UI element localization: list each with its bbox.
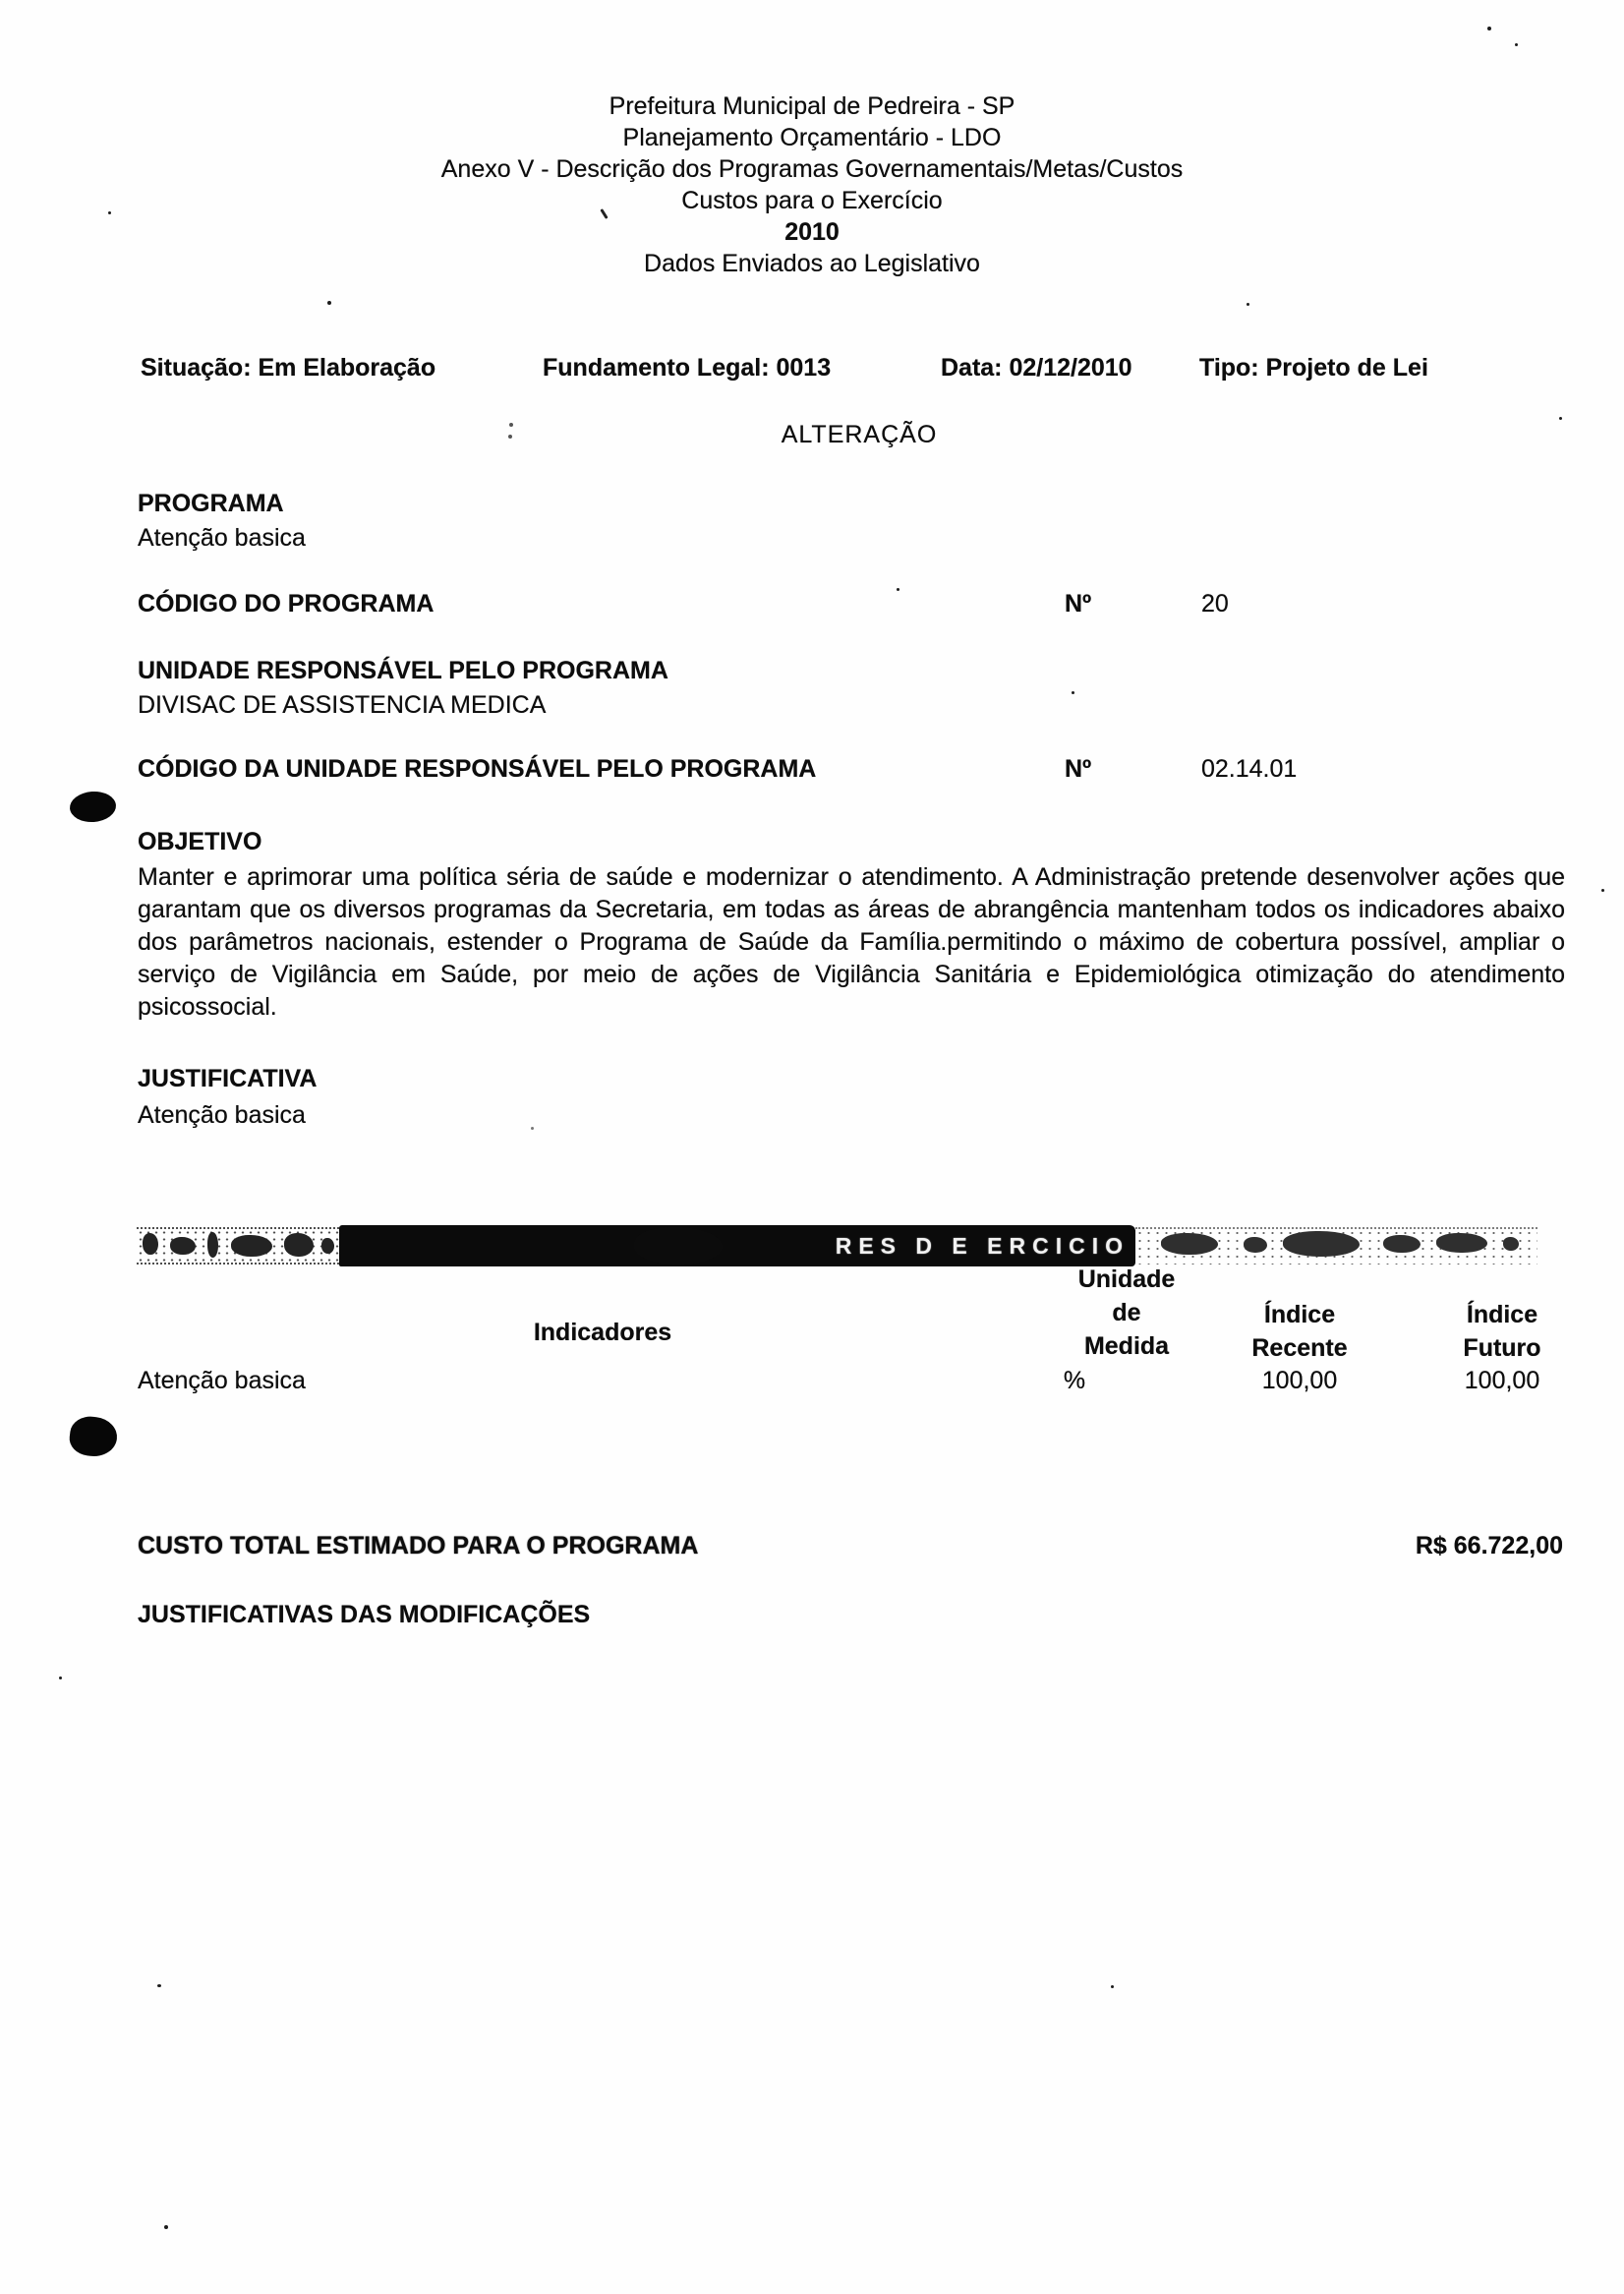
row-unidade-medida: % bbox=[1063, 1367, 1086, 1394]
header-org: Prefeitura Municipal de Pedreira - SP bbox=[609, 92, 1015, 120]
table-col-indice-recente: Índice Recente bbox=[1251, 1301, 1348, 1362]
objetivo-label: OBJETIVO bbox=[138, 828, 262, 855]
unidade-label: UNIDADE RESPONSÁVEL PELO PROGRAMA bbox=[138, 657, 668, 684]
programa-value: Atenção basica bbox=[138, 524, 306, 552]
scan-speck bbox=[1111, 1985, 1114, 1988]
ink-blob bbox=[284, 1233, 314, 1257]
scan-speck bbox=[531, 1127, 534, 1130]
header-subtitle: Planejamento Orçamentário - LDO bbox=[622, 124, 1002, 151]
ink-blob bbox=[1436, 1233, 1487, 1253]
row-indice-futuro: 100,00 bbox=[1464, 1367, 1540, 1394]
scan-speck bbox=[157, 1984, 161, 1987]
scan-speck bbox=[509, 423, 513, 427]
table-col-unidade-de-medida: Unidade de Medida bbox=[1077, 1265, 1176, 1360]
document-header bbox=[0, 90, 1624, 279]
scan-speck bbox=[1072, 691, 1074, 694]
banner-legible-fragment: RES D E ERCICIO bbox=[835, 1232, 1130, 1259]
scan-speck bbox=[1515, 43, 1518, 46]
header-sent-to-legislative: Dados Enviados ao Legislativo bbox=[644, 250, 980, 277]
ink-blob bbox=[1283, 1231, 1360, 1257]
status-tipo: Tipo: Projeto de Lei bbox=[1199, 354, 1428, 382]
ink-blob bbox=[207, 1232, 218, 1258]
ink-blob bbox=[1383, 1235, 1421, 1253]
header-section: Custos para o Exercício bbox=[681, 187, 943, 214]
status-situacao: Situação: Em Elaboração bbox=[141, 354, 436, 382]
ink-blob bbox=[1161, 1233, 1218, 1255]
justificativa-value: Atenção basica bbox=[138, 1101, 306, 1129]
header-annex: Anexo V - Descrição dos Programas Governamentais/Metas/Custos bbox=[440, 155, 1184, 183]
codigo-programa-label: CÓDIGO DO PROGRAMA bbox=[138, 590, 435, 618]
codigo-unidade-value: 02.14.01 bbox=[1201, 755, 1298, 783]
objetivo-text: Manter e aprimorar uma política séria de saúde e modernizar o atendimento. A Administração pretende desenvolver ações que garantam que os diversos programas da Secretaria, em todas as áreas de abrangência mantenham todos os indicadores abaixo dos parâmetros nacionais, estender o Programa de Saúde da Família.permitindo o máximo de cobertura possível, ampliar o serviço de Vigilância em Saúde, por meio de ações de Vigilância Sanitária e Epidemiológica otimização do atendimento psicossocial. bbox=[138, 863, 1565, 1021]
custo-total-label: CUSTO TOTAL ESTIMADO PARA O PROGRAMA bbox=[138, 1532, 699, 1559]
ink-blob bbox=[1503, 1237, 1519, 1251]
justificativa-label: JUSTIFICATIVA bbox=[138, 1065, 318, 1092]
banner-noise-right bbox=[1135, 1227, 1537, 1265]
status-fundamento-legal: Fundamento Legal: 0013 bbox=[543, 354, 832, 382]
ink-blob bbox=[143, 1233, 158, 1255]
ink-blob bbox=[231, 1235, 272, 1257]
degraded-table-banner bbox=[137, 1225, 1537, 1266]
codigo-programa-num-label: Nº bbox=[1065, 590, 1092, 618]
alteracao-title: ALTERAÇÃO bbox=[781, 421, 938, 448]
hole-punch-mark-top bbox=[69, 790, 117, 823]
justificativas-modificacoes-label: JUSTIFICATIVAS DAS MODIFICAÇÕES bbox=[138, 1601, 591, 1628]
row-indice-recente: 100,00 bbox=[1261, 1367, 1338, 1394]
scan-speck bbox=[897, 588, 899, 591]
scan-speck bbox=[327, 301, 331, 305]
scan-speck bbox=[508, 435, 512, 439]
ink-blob bbox=[321, 1238, 334, 1254]
codigo-programa-value: 20 bbox=[1201, 590, 1229, 618]
hole-punch-mark-bottom bbox=[68, 1414, 120, 1459]
status-data: Data: 02/12/2010 bbox=[941, 354, 1132, 382]
ink-blob bbox=[170, 1237, 196, 1255]
banner-noise-left bbox=[137, 1227, 339, 1265]
codigo-unidade-label: CÓDIGO DA UNIDADE RESPONSÁVEL PELO PROGRAMA bbox=[138, 755, 817, 783]
table-col-indice-futuro: Índice Futuro bbox=[1463, 1301, 1541, 1362]
ink-blob bbox=[634, 1227, 723, 1265]
scan-speck bbox=[1487, 27, 1491, 30]
programa-label: PROGRAMA bbox=[138, 490, 284, 517]
scan-speck bbox=[59, 1676, 62, 1679]
table-col-indicadores: Indicadores bbox=[533, 1319, 672, 1346]
scan-speck bbox=[108, 211, 111, 214]
unidade-value: DIVISAC DE ASSISTENCIA MEDICA bbox=[138, 691, 547, 719]
ink-blob bbox=[1244, 1237, 1267, 1253]
banner-noise-core bbox=[339, 1225, 1135, 1266]
header-year: 2010 bbox=[784, 218, 840, 246]
scan-speck bbox=[1601, 889, 1604, 892]
scan-speck bbox=[164, 2225, 168, 2229]
row-indicador: Atenção basica bbox=[138, 1367, 306, 1394]
scan-speck bbox=[1247, 303, 1249, 306]
codigo-unidade-num-label: Nº bbox=[1065, 755, 1092, 783]
scan-speck bbox=[1559, 417, 1562, 420]
custo-total-value: R$ 66.722,00 bbox=[1415, 1532, 1563, 1559]
